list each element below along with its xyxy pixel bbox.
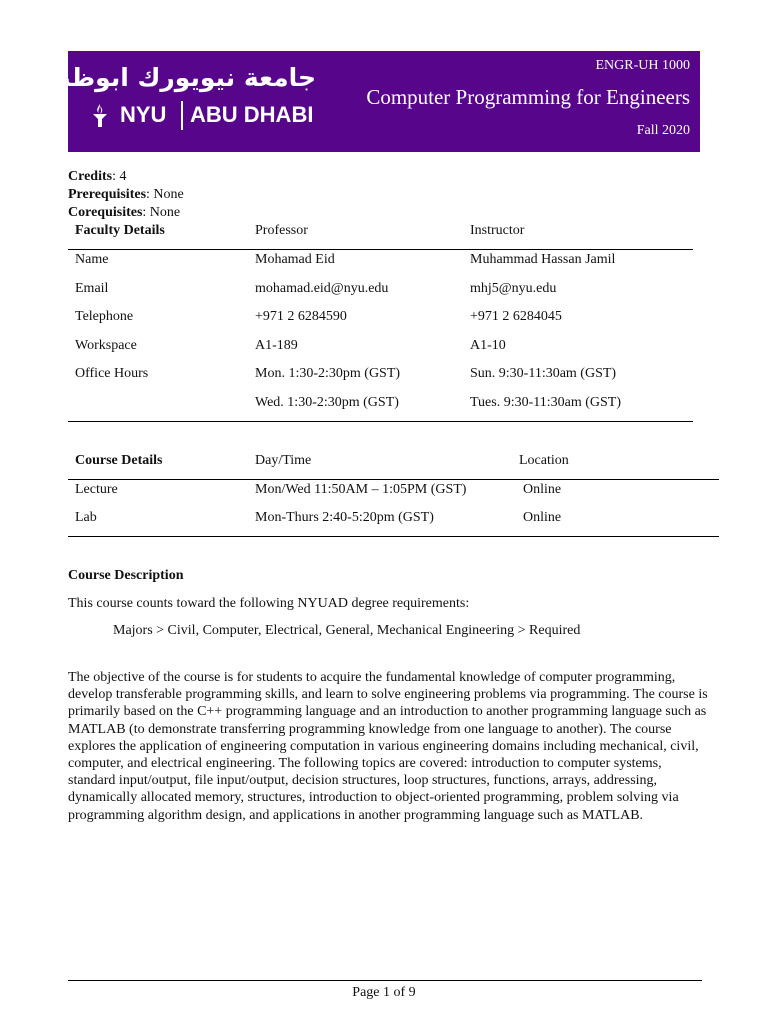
course-header-location: Location [519, 453, 569, 468]
faculty-header-rule [68, 249, 693, 250]
course-title: Computer Programming for Engineers [366, 85, 690, 109]
page-number: Page 1 of 9 [352, 985, 416, 1000]
faculty-row-label: Email [75, 281, 109, 296]
faculty-header-details: Faculty Details [75, 223, 165, 238]
header-banner [36, 51, 700, 152]
faculty-professor-phone: +971 2 6284590 [255, 309, 347, 324]
faculty-instructor-workspace: A1-10 [470, 338, 506, 353]
faculty-row-label: Office Hours [75, 366, 149, 381]
course-header-daytime: Day/Time [255, 453, 312, 468]
course-description-body: The objective of the course is for students to acquire the fundamental knowledge of computer programming, develop transferable programming skills, and learn to solve engineering problems via programming. The course is primarily based on the C++ programming language and an introduction to another programming language such as MATLAB (to demonstrate transferring programming knowledge from one language to another). The course explores the application of engineering computation in various engineering domains including mechanical, civil, computer, and electrical engineering. The following topics are covered: introduction to computer systems, standard input/output, file input/output, decision structures, loop structures, functions, arrays, addressing, dynamically allocated memory, structures, introduction to object-oriented programming, problem solving via programming algorithm design, and applications in another programming language such as MATLAB. [68, 670, 708, 823]
course-header-rule [68, 479, 719, 480]
faculty-row-label: Telephone [75, 309, 134, 324]
faculty-professor-hours-2: Wed. 1:30-2:30pm (GST) [255, 395, 399, 410]
term: Fall 2020 [636, 123, 690, 138]
logo-arabic-name: جامعة نيويورك ابوظبي [36, 63, 316, 92]
meta-corequisites: Corequisites: None [68, 205, 181, 220]
course-row-time: Mon/Wed 11:50AM – 1:05PM (GST) [255, 482, 467, 497]
degree-requirement: Majors > Civil, Computer, Electrical, General, Mechanical Engineering > Required [113, 623, 581, 638]
faculty-instructor-hours-2: Tues. 9:30-11:30am (GST) [470, 395, 622, 410]
course-row-time: Mon-Thurs 2:40-5:20pm (GST) [255, 510, 434, 525]
faculty-instructor-name: Muhammad Hassan Jamil [470, 252, 616, 267]
faculty-row-label: Name [75, 252, 109, 267]
faculty-header-professor: Professor [255, 223, 308, 238]
torch-icon [90, 102, 110, 128]
logo-abu-dhabi: ABU DHABI [190, 102, 314, 127]
course-row-location: Online [523, 510, 562, 525]
footer-rule [68, 980, 702, 981]
course-row-location: Online [523, 482, 562, 497]
logo-nyu: NYU [120, 102, 167, 127]
faculty-instructor-email[interactable]: mhj5@nyu.edu [470, 281, 557, 296]
course-description-heading: Course Description [68, 568, 184, 583]
logo-separator [181, 101, 183, 130]
course-bottom-rule [68, 536, 719, 537]
faculty-professor-workspace: A1-189 [255, 338, 298, 353]
faculty-row-label: Workspace [75, 338, 137, 353]
course-code: ENGR-UH 1000 [595, 58, 690, 73]
course-header-details: Course Details [75, 453, 163, 468]
faculty-instructor-phone: +971 2 6284045 [470, 309, 562, 324]
faculty-instructor-hours-1: Sun. 9:30-11:30am (GST) [470, 366, 617, 381]
meta-credits: Credits: 4 [68, 169, 127, 184]
faculty-bottom-rule [68, 421, 693, 422]
meta-prerequisites: Prerequisites: None [68, 187, 184, 202]
faculty-header-instructor: Instructor [470, 223, 525, 238]
faculty-professor-email[interactable]: mohamad.eid@nyu.edu [255, 281, 389, 296]
course-row-type: Lab [75, 510, 97, 525]
course-description-intro: This course counts toward the following NYUAD degree requirements: [68, 596, 470, 611]
faculty-professor-hours-1: Mon. 1:30-2:30pm (GST) [255, 366, 401, 381]
faculty-professor-name: Mohamad Eid [255, 252, 335, 267]
course-row-type: Lecture [75, 482, 118, 497]
